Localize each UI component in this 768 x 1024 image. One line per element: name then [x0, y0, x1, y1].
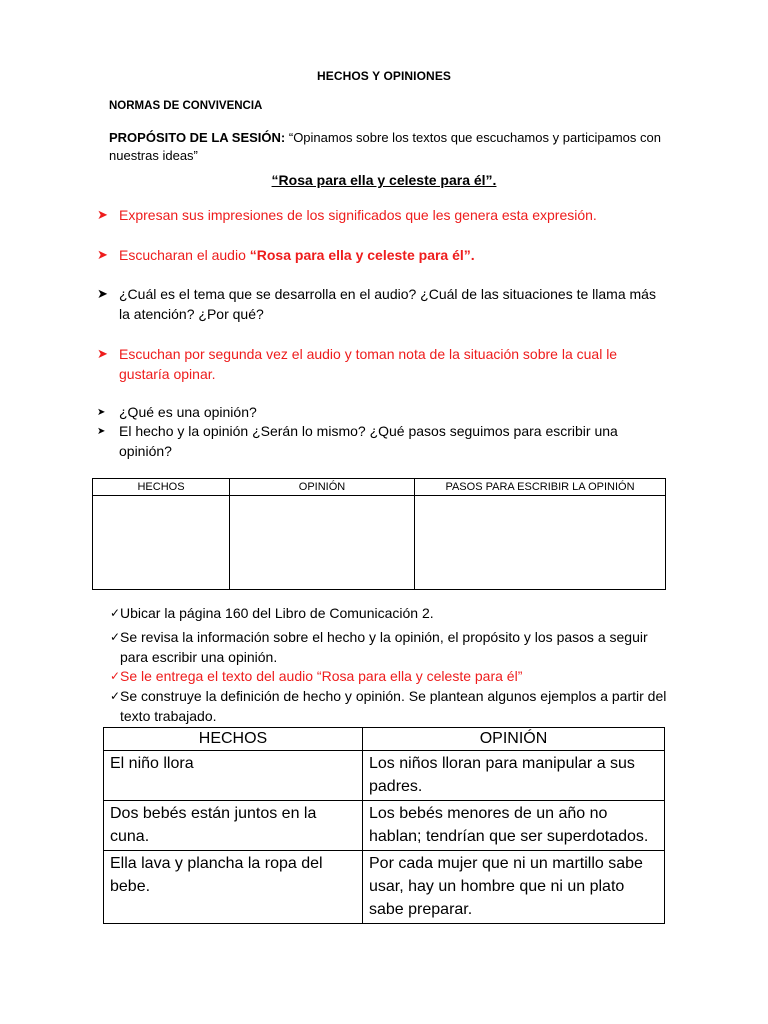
purpose-text: “Opinamos sobre los textos que escuchamos y participamos con nuestras ideas”	[109, 130, 661, 163]
arrow-bullet-icon: ➤	[97, 407, 106, 418]
bullet-item	[97, 284, 667, 324]
check-item	[110, 603, 670, 623]
bullet-text: ¿Cuál es el tema que se desarrolla en el audio? ¿Cuál de las situaciones te llama más la atención? ¿Por qué?	[119, 286, 656, 322]
bullet-text: El hecho y la opinión ¿Serán lo mismo? ¿Qué pasos seguimos para escribir una opinión?	[119, 423, 618, 459]
facts-opinions-table	[103, 727, 665, 924]
table-cell	[93, 496, 230, 590]
table-row	[104, 801, 665, 851]
checkmark-icon: ✓	[110, 630, 121, 644]
session-purpose	[109, 129, 669, 165]
table-header: HECHOS	[104, 728, 363, 751]
arrow-bullet-icon: ➤	[97, 346, 108, 361]
purpose-label: PROPÓSITO DE LA SESIÓN:	[109, 130, 286, 145]
session-subtitle: “Rosa para ella y celeste para él”.	[271, 172, 497, 188]
table-row	[104, 851, 665, 924]
table-header: PASOS PARA ESCRIBIR LA OPINIÓN	[415, 479, 666, 496]
check-item	[110, 686, 670, 726]
normas-heading: NORMAS DE CONVIVENCIA	[109, 100, 263, 112]
arrow-bullet-icon: ➤	[97, 286, 108, 301]
bullet-text: Escucharan el audio	[119, 247, 250, 263]
table-row	[104, 751, 665, 801]
bullet-item	[97, 421, 667, 461]
bullet-item	[97, 402, 667, 422]
table-cell	[415, 496, 666, 590]
check-text: Se construye la definición de hecho y opinión. Se plantean algunos ejemplos a partir del texto trabajado.	[120, 688, 667, 724]
fact-cell: Ella lava y plancha la ropa del bebe.	[104, 851, 363, 924]
arrow-bullet-icon: ➤	[97, 247, 108, 262]
arrow-bullet-icon: ➤	[97, 207, 108, 222]
table-header: HECHOS	[93, 479, 230, 496]
check-text: Ubicar la página 160 del Libro de Comunicación 2.	[120, 605, 434, 621]
arrow-bullet-icon: ➤	[97, 426, 106, 437]
bullet-text: Escuchan por segunda vez el audio y toman nota de la situación sobre la cual le gustaría opinar.	[119, 346, 618, 382]
bullet-item	[97, 245, 667, 265]
opinion-cell: Los niños lloran para manipular a sus padres.	[363, 751, 665, 801]
table-header: OPINIÓN	[363, 728, 665, 751]
bullet-item	[97, 344, 667, 384]
opinion-cell: Por cada mujer que ni un martillo sabe usar, hay un hombre que ni un plato sabe preparar.	[363, 851, 665, 924]
opinion-cell: Los bebés menores de un año no hablan; tendrían que ser superdotados.	[363, 801, 665, 851]
blank-worksheet-table	[92, 478, 666, 590]
bullet-item	[97, 205, 667, 225]
table-cell	[230, 496, 415, 590]
bullet-text: ¿Qué es una opinión?	[119, 404, 257, 420]
fact-cell: Dos bebés están juntos en la cuna.	[104, 801, 363, 851]
fact-cell: El niño llora	[104, 751, 363, 801]
page-title: HECHOS Y OPINIONES	[316, 69, 452, 83]
check-text: Se revisa la información sobre el hecho y la opinión, el propósito y los pasos a seguir para escribir una opinión.	[120, 629, 648, 665]
checkmark-icon: ✓	[110, 689, 121, 703]
checkmark-icon: ✓	[110, 606, 121, 620]
bullet-bold-text: “Rosa para ella y celeste para él”.	[249, 247, 475, 263]
check-item	[110, 666, 670, 686]
check-item	[110, 627, 670, 667]
checkmark-icon: ✓	[110, 669, 121, 683]
table-header: OPINIÓN	[230, 479, 415, 496]
check-text: Se le entrega el texto del audio “Rosa para ella y celeste para él”	[120, 668, 523, 684]
bullet-text: Expresan sus impresiones de los significados que les genera esta expresión.	[119, 207, 597, 223]
